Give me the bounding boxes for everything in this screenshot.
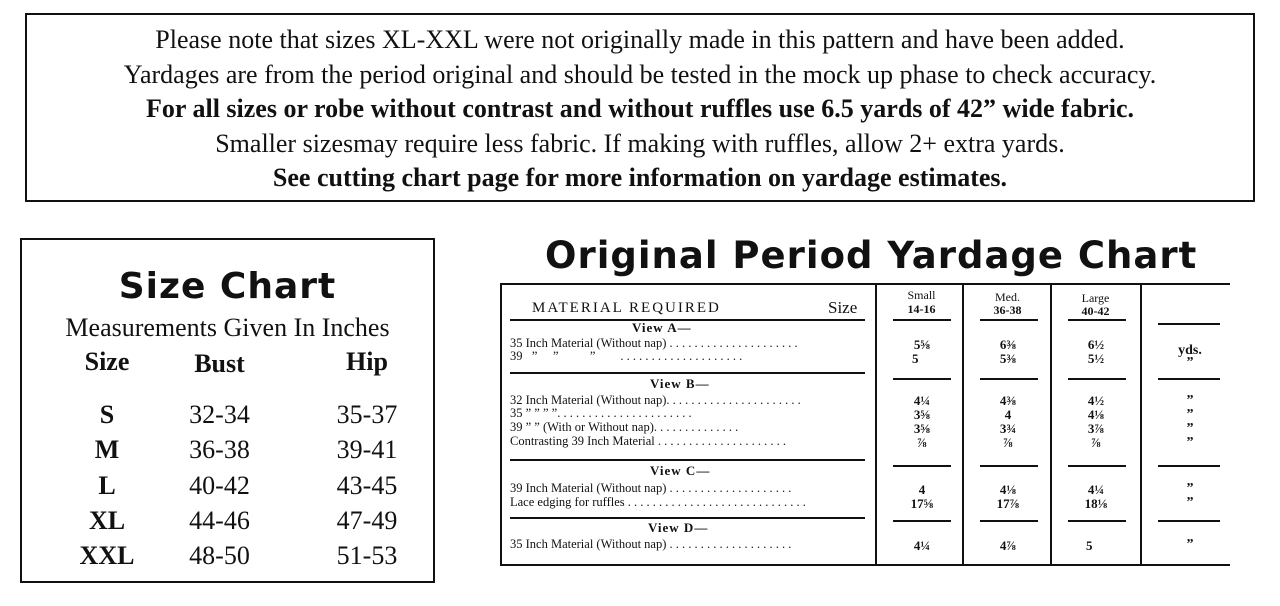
notice-line: Please note that sizes XL-XXL were not originally made in this pattern and have been added. — [155, 25, 1125, 54]
notice-line: Yardages are from the period original and should be tested in the mock up phase to check accuracy. — [123, 59, 1157, 89]
table-rule — [1158, 520, 1220, 522]
value-cell: 5½ — [1087, 351, 1105, 366]
size-cell: M — [94, 435, 120, 464]
value-cell: 4⅜ — [999, 393, 1017, 408]
yardage-table — [500, 283, 1230, 568]
size-cell: XXL — [79, 541, 135, 570]
hip-cell: 35-37 — [336, 400, 398, 429]
view-b-row: 32 Inch Material (Without nap). . . . . . . . . . . . . . . . . . . . . . — [510, 393, 801, 407]
yardage-chart-title: Original Period Yardage Chart — [545, 234, 1198, 277]
table-rule — [510, 517, 865, 519]
value-cell: ⅞ — [1091, 435, 1101, 450]
table-rule — [980, 378, 1038, 380]
view-b-label: View B— — [650, 376, 710, 391]
value-cell: 18⅛ — [1084, 496, 1108, 511]
bust-header: Bust — [194, 349, 245, 378]
value-cell: 4⅛ — [1087, 407, 1105, 422]
value-cell: 5⅜ — [999, 351, 1017, 366]
size-header: Size — [828, 298, 858, 317]
view-c-row: 39 Inch Material (Without nap) . . . . . . . . . . . . . . . . . . . . — [510, 481, 792, 495]
table-rule — [1158, 323, 1220, 325]
table-rule — [500, 564, 1230, 566]
view-c-label: View C— — [650, 463, 711, 478]
view-a-row: 39 ” ” ” . . . . . . . . . . . . . . . . . . . . — [510, 349, 743, 363]
table-rule — [1068, 378, 1126, 380]
table-rule — [980, 465, 1038, 467]
table-rule — [980, 319, 1038, 321]
value-cell: 4⅞ — [999, 538, 1017, 553]
value-cell: 3⅝ — [913, 421, 931, 436]
hip-cell: 43-45 — [336, 471, 398, 500]
view-a-label: View A— — [632, 320, 692, 335]
view-d-row: 35 Inch Material (Without nap) . . . . . . . . . . . . . . . . . . . . — [510, 537, 792, 551]
table-rule — [1158, 378, 1220, 380]
size-cell: L — [98, 471, 116, 500]
value-cell: 4¼ — [913, 393, 931, 408]
unit-cell: ” — [1186, 481, 1194, 496]
table-rule — [893, 319, 951, 321]
view-d-label: View D— — [648, 520, 709, 535]
hip-cell: 51-53 — [336, 541, 398, 570]
view-b-row: 35 ” ” ” ”. . . . . . . . . . . . . . . . . . . . . . — [510, 406, 692, 420]
value-cell: 4¼ — [1087, 482, 1105, 497]
bust-cell: 44-46 — [189, 506, 250, 535]
value-cell: 6⅜ — [999, 337, 1017, 352]
table-rule — [893, 520, 951, 522]
notice-box — [25, 13, 1255, 202]
size-chart-box — [20, 238, 435, 583]
unit-cell: ” — [1186, 393, 1194, 408]
value-cell: 4½ — [1087, 393, 1105, 408]
value-cell: 5 — [1086, 538, 1093, 553]
value-cell: 3⅞ — [1087, 421, 1105, 436]
view-a-row: 35 Inch Material (Without nap) . . . . . . . . . . . . . . . . . . . . . — [510, 336, 798, 350]
material-header: MATERIAL REQUIRED — [532, 300, 721, 316]
table-rule — [1068, 465, 1126, 467]
table-rule — [980, 520, 1038, 522]
hip-cell: 39-41 — [336, 435, 398, 464]
notice-line-bold: For all sizes or robe without contrast and without ruffles use 6.5 yards of 42” wide fabric. — [146, 94, 1134, 123]
bust-cell: 48-50 — [189, 541, 250, 570]
value-cell: 5 — [912, 351, 919, 366]
value-cell: 4 — [918, 482, 926, 497]
hip-header: Hip — [346, 347, 388, 376]
value-cell: 3⅝ — [913, 407, 931, 422]
table-rule — [1140, 283, 1142, 566]
unit-cell: ” — [1186, 355, 1194, 370]
table-rule — [893, 378, 951, 380]
table-rule — [962, 283, 964, 566]
table-rule — [893, 465, 951, 467]
table-rule — [510, 459, 865, 461]
unit-cell: yds. — [1178, 343, 1202, 358]
size-header: Size — [84, 347, 130, 376]
value-cell: 4 — [1004, 407, 1012, 422]
table-rule — [1050, 283, 1052, 566]
table-rule — [875, 283, 877, 566]
value-cell: 17⅞ — [996, 496, 1020, 511]
view-c-row: Lace edging for ruffles . . . . . . . . . . . . . . . . . . . . . . . . . . . . . — [510, 495, 806, 509]
view-b-row: Contrasting 39 Inch Material . . . . . . . . . . . . . . . . . . . . . — [510, 434, 787, 448]
size-med-range: 36-38 — [993, 303, 1022, 317]
size-chart-title: Size Chart — [118, 266, 337, 307]
table-rule — [1158, 465, 1220, 467]
unit-cell: ” — [1186, 495, 1194, 510]
size-large-label: Large — [1081, 291, 1110, 305]
size-small-range: 14-16 — [907, 302, 936, 316]
notice-line: Smaller sizesmay require less fabric. If making with ruffles, allow 2+ extra yards. — [215, 128, 1065, 158]
table-rule — [1068, 319, 1126, 321]
view-b-row: 39 ” ” (With or Without nap). . . . . . . . . . . . . . — [510, 420, 739, 434]
value-cell: 5⅝ — [913, 337, 931, 352]
bust-cell: 40-42 — [189, 471, 250, 500]
size-med-label: Med. — [995, 290, 1020, 304]
size-cell: S — [99, 400, 115, 429]
value-cell: ⅞ — [917, 435, 927, 450]
hip-cell: 47-49 — [336, 506, 398, 535]
value-cell: 4¼ — [913, 538, 931, 553]
unit-cell: ” — [1186, 435, 1194, 450]
notice-line-bold: See cutting chart page for more information on yardage estimates. — [272, 163, 1008, 192]
value-cell: 4⅛ — [999, 482, 1017, 497]
size-large-range: 40-42 — [1081, 304, 1110, 318]
unit-cell: ” — [1186, 537, 1194, 552]
unit-cell: ” — [1186, 407, 1194, 422]
value-cell: 6½ — [1087, 337, 1105, 352]
size-chart-subtitle: Measurements Given In Inches — [65, 313, 390, 342]
value-cell: 17⅝ — [910, 496, 934, 511]
value-cell: ⅞ — [1003, 435, 1013, 450]
bust-cell: 36-38 — [189, 435, 250, 464]
bust-cell: 32-34 — [189, 400, 250, 429]
table-rule — [1068, 520, 1126, 522]
table-rule — [510, 372, 865, 374]
size-cell: XL — [88, 506, 126, 535]
size-small-label: Small — [907, 288, 936, 302]
table-rule — [500, 283, 502, 566]
table-rule — [500, 283, 1230, 285]
value-cell: 3¾ — [999, 421, 1017, 436]
unit-cell: ” — [1186, 421, 1194, 436]
